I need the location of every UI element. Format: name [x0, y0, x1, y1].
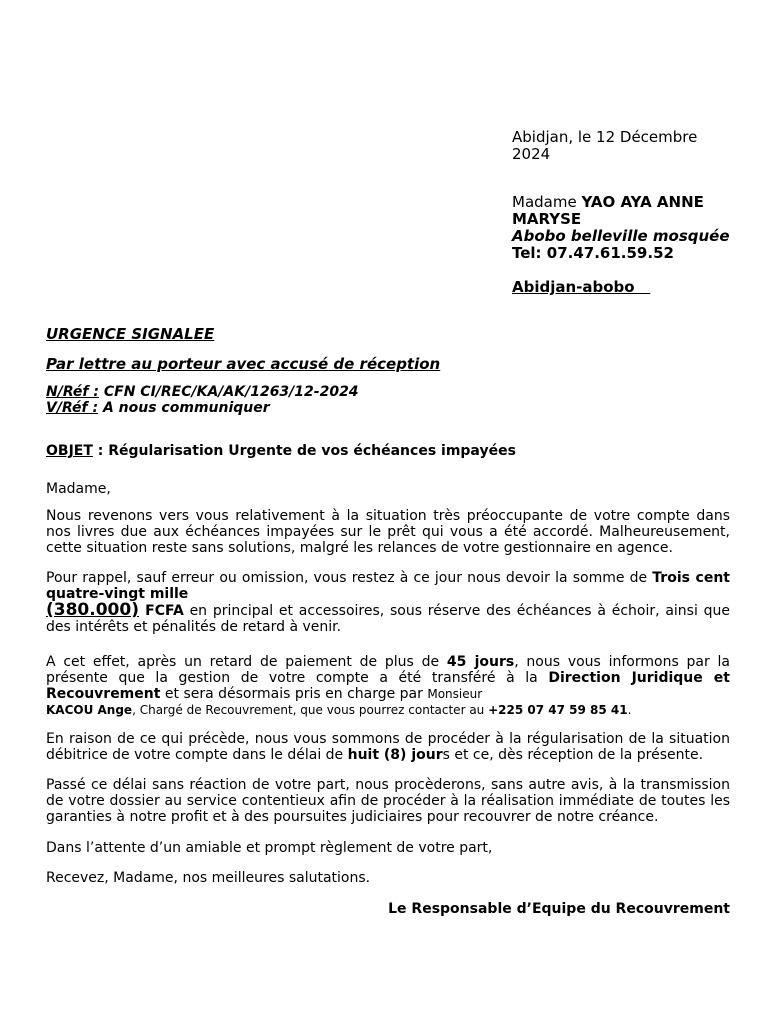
- amount-number: (380.000): [46, 600, 139, 620]
- amount-currency: FCFA: [138, 603, 184, 619]
- recipient-name-line: [512, 194, 742, 228]
- recipient-address: Abobo belleville mosquée: [512, 227, 730, 245]
- recipient-block: [512, 194, 742, 296]
- your-reference: V/Réf : A nous communiquer: [46, 400, 270, 416]
- agent-phone: +225 07 47 59 85 41: [488, 703, 628, 717]
- department-name: Direction Juridique et Recouvrement: [46, 670, 730, 702]
- references: [46, 384, 359, 416]
- paragraph-situation: Nous revenons vers vous relativement à la situation très préoccupante de votre compte dans nos livres due aux échéances impayées sur le prêt qui vous a été accordé. Malheureusement, cette situation reste sans solutions, malgré les relances de votre gestionnaire en agence.: [46, 508, 730, 556]
- closing-line: Dans l’attente d’un amiable et prompt règlement de votre part,: [46, 840, 493, 856]
- recipient-name: YAO AYA ANNE MARYSE: [512, 193, 704, 228]
- amount-words: Trois cent quatre-vingt mille: [46, 570, 731, 602]
- our-reference: N/Réf : CFN CI/REC/KA/AK/1263/12-2024: [46, 384, 359, 400]
- summons-delay: huit (8) jour: [347, 747, 443, 763]
- paragraph-consequence: Passé ce délai sans réaction de votre part, nous procèderons, sans autre avis, à la transmission de votre dossier au service contentieux afin de procéder à la réalisation immédiate de toutes les garanties à notre profit et à des poursuites judiciaires pour recouvrer de notre créance.: [46, 777, 730, 825]
- place-date: Abidjan, le 12 Décembre 2024: [512, 128, 698, 163]
- subject-label: OBJET: [46, 443, 93, 459]
- closing-salutation: Recevez, Madame, nos meilleures salutations.: [46, 870, 371, 886]
- recipient-phone: Tel: 07.47.61.59.52: [512, 244, 674, 262]
- subject-text: : Régularisation Urgente de vos échéances impayées: [92, 443, 516, 459]
- agent-name: KACOU Ange: [46, 703, 133, 717]
- recipient-city: Abidjan-abobo: [512, 278, 635, 296]
- recipient-title: Madame: [512, 193, 577, 211]
- urgence-mention: URGENCE SIGNALEE: [46, 325, 215, 343]
- delay-days: 45 jours: [446, 654, 515, 670]
- delivery-mention: Par lettre au porteur avec accusé de réception: [46, 355, 441, 373]
- subject-line: [46, 443, 516, 460]
- signature-title: Le Responsable d’Equipe du Recouvrement: [388, 901, 730, 917]
- paragraph-amount: Pour rappel, sauf erreur ou omission, vous restez à ce jour nous devoir la somme de Trois cent quatre-vingt mille (380.000) FCFA en principal et accessoires, sous réserve des échéances à échoir, ainsi que des intérêts et pénalités de retard à venir.: [46, 570, 731, 635]
- salutation: Madame,: [46, 481, 111, 497]
- paragraph-transfer: A cet effet, après un retard de paiement de plus de 45 jours, nous vous informons par la présente que la gestion de votre compte a été transféré à la Direction Juridique et Recouvrement et sera désormais pris en charge par Monsieur KACOU Ange, Chargé de Recouvrement, que vous pourrez contacter au +225 07 47 59 85 41.: [46, 654, 730, 717]
- paragraph-summons: En raison de ce qui précède, nous vous sommons de procéder à la régularisation de la situation débitrice de votre compte dans le délai de huit (8) jours et ce, dès réception de la présente.: [46, 731, 730, 763]
